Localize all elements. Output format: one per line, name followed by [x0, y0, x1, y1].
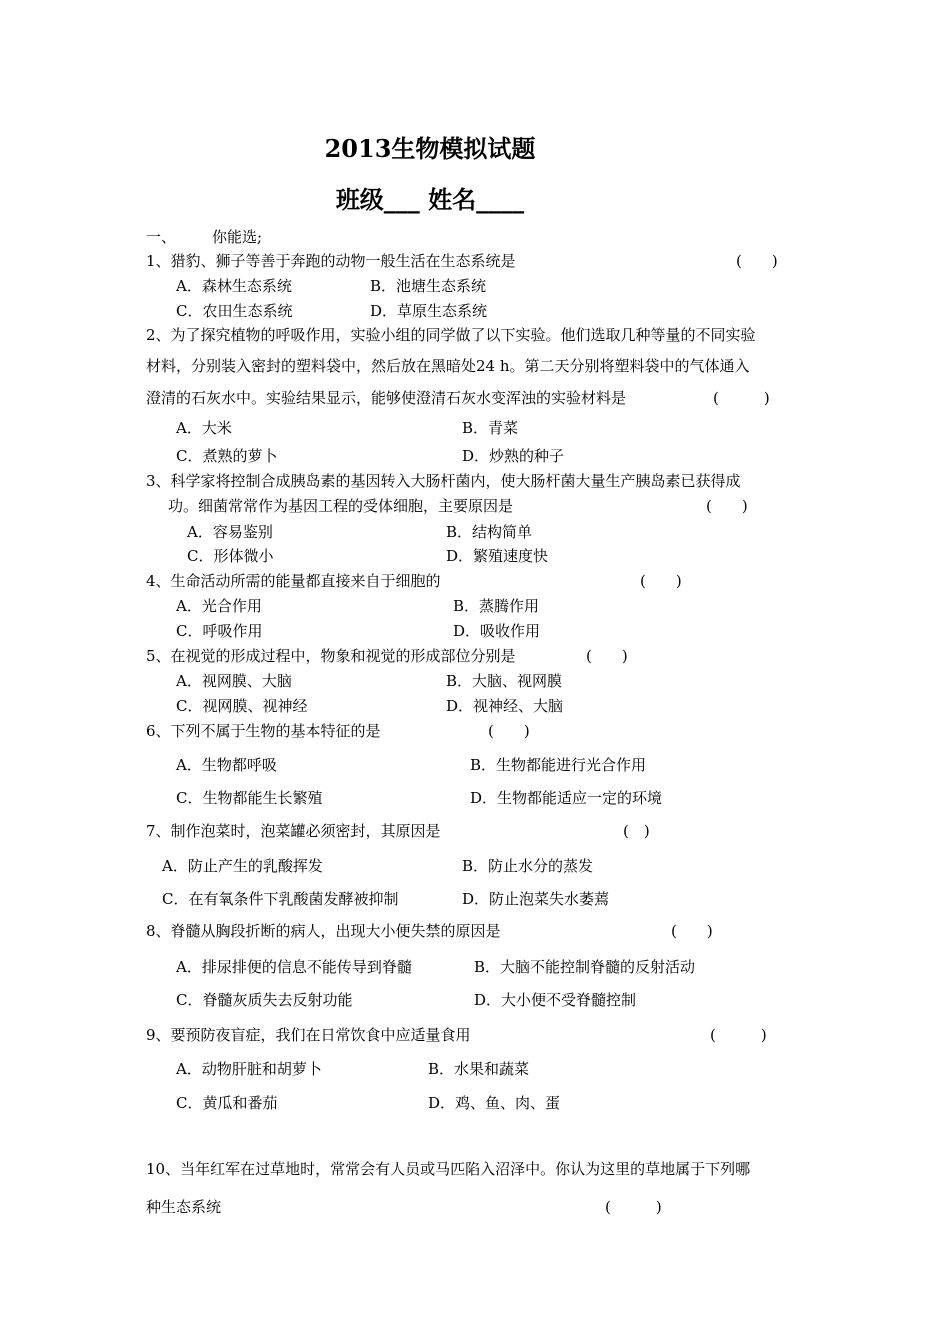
question-8-option-d: D．大小便不受脊髓控制 — [474, 991, 637, 1009]
question-3-answer-blank: ( ) — [706, 497, 748, 515]
question-5-answer-blank: ( ) — [586, 647, 628, 665]
exam-title: 2013生物模拟试题 — [324, 134, 536, 163]
question-9-option-d: D．鸡、鱼、肉、蛋 — [428, 1094, 561, 1112]
question-9-option-b: B．水果和蔬菜 — [428, 1060, 530, 1078]
question-2-option-a: A．大米 — [176, 419, 232, 437]
question-7-option-d: D．防止泡菜失水萎蔫 — [462, 890, 610, 908]
question-3-option-b: B．结构简单 — [446, 523, 533, 541]
question-5-option-d: D．视神经、大脑 — [446, 697, 564, 715]
question-5-option-b: B．大脑、视网膜 — [446, 672, 563, 690]
section-number: 一、 — [146, 228, 177, 246]
question-5-option-c: C．视网膜、视神经 — [176, 697, 308, 715]
question-3-stem-line-1: 3、科学家将控制合成胰岛素的基因转入大肠杆菌内，使大肠杆菌大量生产胰岛素已获得成 — [146, 472, 741, 490]
question-9-answer-blank: ( ) — [710, 1026, 767, 1044]
question-8-option-c: C．脊髓灰质失去反射功能 — [176, 991, 353, 1009]
question-3-option-c: C．形体微小 — [187, 547, 274, 565]
question-1-answer-blank: ( ) — [736, 252, 778, 270]
question-1-option-b: B．池塘生态系统 — [370, 277, 487, 295]
question-9-stem: 9、要预防夜盲症，我们在日常饮食中应适量食用 — [146, 1026, 471, 1044]
question-8-option-a: A．排尿排便的信息不能传导到脊髓 — [176, 958, 412, 976]
question-2-answer-blank: ( ) — [713, 389, 770, 407]
question-7-option-c: C．在有氧条件下乳酸菌发酵被抑制 — [162, 890, 399, 908]
question-6-option-c: C．生物都能生长繁殖 — [176, 789, 323, 807]
question-2-stem-line-3: 澄清的石灰水中。实验结果显示，能够使澄清石灰水变浑浊的实验材料是 — [146, 389, 627, 407]
question-2-stem-line-2: 材料，分别装入密封的塑料袋中，然后放在黑暗处24 h。第二天分别将塑料袋中的气体通入 — [146, 357, 750, 375]
question-4-stem: 4、生命活动所需的能量都直接来自于细胞的 — [146, 572, 441, 590]
question-3-stem-line-2: 功。细菌常常作为基因工程的受体细胞，主要原因是 — [168, 497, 514, 515]
question-4-option-d: D．吸收作用 — [453, 622, 541, 640]
question-6-answer-blank: ( ) — [488, 722, 530, 740]
question-6-option-a: A．生物都呼吸 — [176, 756, 277, 774]
question-1-stem: 1、猎豹、狮子等善于奔跑的动物一般生活在生态系统是 — [146, 252, 516, 270]
question-9-option-a: A．动物肝脏和胡萝卜 — [176, 1060, 322, 1078]
question-4-answer-blank: ( ) — [640, 572, 682, 590]
question-4-option-c: C．呼吸作用 — [176, 622, 263, 640]
question-8-option-b: B．大脑不能控制脊髓的反射活动 — [474, 958, 696, 976]
question-2-stem-line-1: 2、为了探究植物的呼吸作用，实验小组的同学做了以下实验。他们选取几种等量的不同实验 — [146, 326, 756, 344]
question-7-option-b: B．防止水分的蒸发 — [462, 857, 594, 875]
question-10-stem-line-2: 种生态系统 — [146, 1198, 222, 1216]
question-4-option-a: A．光合作用 — [176, 597, 262, 615]
question-4-option-b: B．蒸腾作用 — [453, 597, 540, 615]
question-1-option-a: A．森林生态系统 — [176, 277, 292, 295]
question-2-option-c: C．煮熟的萝卜 — [176, 447, 278, 465]
question-10-answer-blank: ( ) — [605, 1198, 662, 1216]
question-2-option-d: D．炒熟的种子 — [462, 447, 565, 465]
question-3-option-d: D．繁殖速度快 — [446, 547, 549, 565]
question-8-stem: 8、脊髓从胸段折断的病人，出现大小便失禁的原因是 — [146, 922, 501, 940]
question-6-stem: 6、下列不属于生物的基本特征的是 — [146, 722, 381, 740]
question-7-option-a: A．防止产生的乳酸挥发 — [162, 857, 323, 875]
question-6-option-d: D．生物都能适应一定的环境 — [470, 789, 663, 807]
question-10-stem-line-1: 10、当年红军在过草地时，常常会有人员或马匹陷入沼泽中。你认为这里的草地属于下列哪 — [146, 1160, 751, 1178]
question-8-answer-blank: ( ) — [671, 922, 713, 940]
class-name-line: 班级___ 姓名____ — [335, 185, 525, 214]
question-5-option-a: A．视网膜、大脑 — [176, 672, 292, 690]
question-9-option-c: C．黄瓜和番茄 — [176, 1094, 278, 1112]
question-7-answer-blank: ( ) — [623, 822, 650, 840]
question-7-stem: 7、制作泡菜时，泡菜罐必须密封，其原因是 — [146, 822, 441, 840]
question-5-stem: 5、在视觉的形成过程中，物象和视觉的形成部位分别是 — [146, 647, 516, 665]
question-6-option-b: B．生物都能进行光合作用 — [470, 756, 647, 774]
question-1-option-d: D．草原生态系统 — [370, 302, 488, 320]
question-2-option-b: B．青菜 — [462, 419, 519, 437]
question-3-option-a: A．容易鉴别 — [187, 523, 273, 541]
section-heading: 你能选; — [212, 228, 263, 246]
question-1-option-c: C．农田生态系统 — [176, 302, 293, 320]
